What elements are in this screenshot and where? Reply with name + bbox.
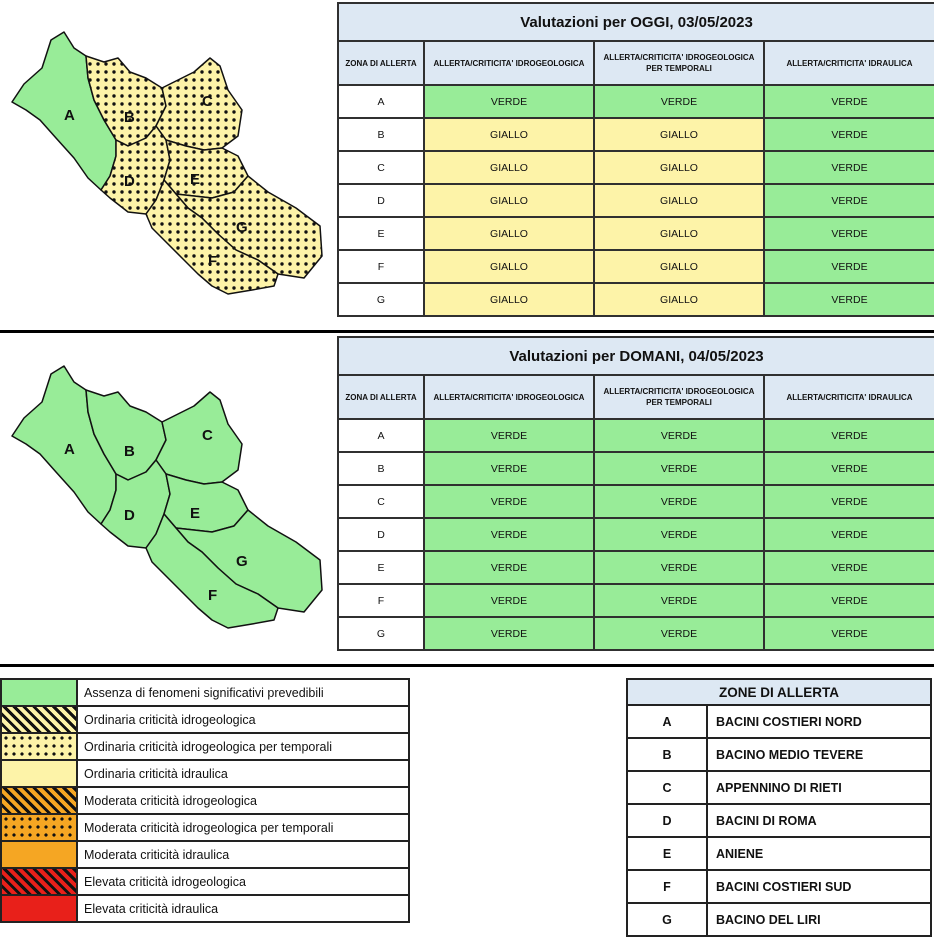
map-label-a: A: [64, 107, 75, 124]
alert-row: [338, 283, 934, 316]
legend-swatch: [1, 841, 77, 868]
zone-row: [627, 837, 931, 870]
section-divider: [0, 330, 934, 333]
lazio-map-today: [6, 28, 328, 298]
map-label-a: A: [64, 441, 75, 458]
alert-row: [338, 217, 934, 250]
status-cell-idro: VERDE: [424, 452, 594, 485]
status-cell-temporali: VERDE: [594, 452, 764, 485]
zone-letter: C: [627, 771, 707, 804]
legend-label: Ordinaria criticità idrogeologica per temporali: [77, 733, 409, 760]
status-cell-temporali: VERDE: [594, 617, 764, 650]
zones-title: ZONE DI ALLERTA: [627, 679, 931, 705]
status-cell-temporali: GIALLO: [594, 151, 764, 184]
zone-cell: B: [338, 452, 424, 485]
zone-letter: G: [627, 903, 707, 936]
legend-label: Ordinaria criticità idraulica: [77, 760, 409, 787]
status-cell-idraulica: VERDE: [764, 551, 934, 584]
legend-swatch: [1, 706, 77, 733]
status-cell-idro: VERDE: [424, 584, 594, 617]
map-label-b: B: [124, 443, 135, 460]
zone-cell: E: [338, 217, 424, 250]
status-cell-idro: VERDE: [424, 617, 594, 650]
legend-label: Elevata criticità idrogeologica: [77, 868, 409, 895]
legend-swatch: [1, 733, 77, 760]
zone-row: [627, 903, 931, 936]
zone-cell: D: [338, 518, 424, 551]
alert-row: [338, 617, 934, 650]
map-zone-c: [156, 58, 242, 150]
status-cell-idro: GIALLO: [424, 217, 594, 250]
zone-name: BACINI COSTIERI NORD: [707, 705, 931, 738]
status-cell-temporali: GIALLO: [594, 184, 764, 217]
alert-row: [338, 452, 934, 485]
col-idrogeologica: ALLERTA/CRITICITA' IDROGEOLOGICA: [424, 41, 594, 85]
status-cell-temporali: VERDE: [594, 518, 764, 551]
zone-cell: C: [338, 485, 424, 518]
status-cell-idraulica: VERDE: [764, 217, 934, 250]
zone-name: BACINI DI ROMA: [707, 804, 931, 837]
map-label-c: C: [202, 93, 213, 110]
today-alert-table: [337, 2, 934, 317]
status-cell-idro: VERDE: [424, 518, 594, 551]
alert-row: [338, 151, 934, 184]
legend-swatch: [1, 679, 77, 706]
alert-row: [338, 250, 934, 283]
legend-row: [1, 814, 409, 841]
legend-row: [1, 868, 409, 895]
status-cell-idraulica: VERDE: [764, 485, 934, 518]
zone-row: [627, 705, 931, 738]
status-cell-temporali: GIALLO: [594, 250, 764, 283]
map-zone-c: [156, 392, 242, 484]
status-cell-idraulica: VERDE: [764, 584, 934, 617]
zone-name: APPENNINO DI RIETI: [707, 771, 931, 804]
status-cell-idraulica: VERDE: [764, 283, 934, 316]
col-idraulica: ALLERTA/CRITICITA' IDRAULICA: [764, 41, 934, 85]
legend-row: [1, 706, 409, 733]
status-cell-idraulica: VERDE: [764, 518, 934, 551]
alert-row: [338, 85, 934, 118]
status-cell-idro: VERDE: [424, 85, 594, 118]
col-temporali: ALLERTA/CRITICITA' IDROGEOLOGICA PER TEMPORALI: [594, 41, 764, 85]
status-cell-idro: GIALLO: [424, 250, 594, 283]
today-section: [0, 0, 934, 330]
zone-cell: F: [338, 250, 424, 283]
alert-row: [338, 584, 934, 617]
zone-letter: A: [627, 705, 707, 738]
zone-cell: D: [338, 184, 424, 217]
status-cell-idro: VERDE: [424, 419, 594, 452]
legend-swatch: [1, 814, 77, 841]
col-zona: ZONA DI ALLERTA: [338, 41, 424, 85]
status-cell-idraulica: VERDE: [764, 85, 934, 118]
legend-swatch: [1, 760, 77, 787]
map-label-f: F: [208, 587, 218, 604]
status-cell-temporali: VERDE: [594, 584, 764, 617]
zone-letter: E: [627, 837, 707, 870]
zone-cell: G: [338, 283, 424, 316]
col-idraulica: ALLERTA/CRITICITA' IDRAULICA: [764, 375, 934, 419]
legend-label: Moderata criticità idrogeologica per temporali: [77, 814, 409, 841]
tomorrow-section: [0, 334, 934, 664]
legend-swatch: [1, 868, 77, 895]
today-title: Valutazioni per OGGI, 03/05/2023: [338, 3, 934, 41]
status-cell-temporali: VERDE: [594, 419, 764, 452]
zone-letter: F: [627, 870, 707, 903]
zone-name: ANIENE: [707, 837, 931, 870]
map-label-b: B: [124, 109, 135, 126]
section-divider: [0, 664, 934, 667]
zone-row: [627, 771, 931, 804]
status-cell-temporali: VERDE: [594, 485, 764, 518]
map-label-e: E: [190, 171, 201, 188]
map-label-e: E: [190, 505, 201, 522]
status-cell-temporali: VERDE: [594, 551, 764, 584]
map-label-g: G: [236, 553, 248, 570]
status-cell-temporali: VERDE: [594, 85, 764, 118]
zone-cell: F: [338, 584, 424, 617]
status-cell-idraulica: VERDE: [764, 452, 934, 485]
status-cell-idro: GIALLO: [424, 118, 594, 151]
zone-letter: D: [627, 804, 707, 837]
lazio-map-tomorrow: [6, 362, 328, 632]
status-cell-temporali: GIALLO: [594, 118, 764, 151]
col-idrogeologica: ALLERTA/CRITICITA' IDROGEOLOGICA: [424, 375, 594, 419]
alert-row: [338, 118, 934, 151]
map-label-f: F: [208, 253, 218, 270]
col-temporali: ALLERTA/CRITICITA' IDROGEOLOGICA PER TEMPORALI: [594, 375, 764, 419]
map-label-d: D: [124, 173, 135, 190]
legend-row: [1, 787, 409, 814]
status-cell-idraulica: VERDE: [764, 419, 934, 452]
tomorrow-alert-table: [337, 336, 934, 651]
legend-label: Moderata criticità idraulica: [77, 841, 409, 868]
legend-row: [1, 679, 409, 706]
status-cell-idraulica: VERDE: [764, 184, 934, 217]
status-cell-temporali: GIALLO: [594, 217, 764, 250]
status-cell-idro: GIALLO: [424, 184, 594, 217]
legend-label: Ordinaria criticità idrogeologica: [77, 706, 409, 733]
alert-row: [338, 419, 934, 452]
legend-row: [1, 760, 409, 787]
col-zona: ZONA DI ALLERTA: [338, 375, 424, 419]
zone-row: [627, 870, 931, 903]
status-cell-idro: VERDE: [424, 485, 594, 518]
legend-swatch: [1, 895, 77, 922]
map-label-d: D: [124, 507, 135, 524]
alert-row: [338, 184, 934, 217]
legend-label: Assenza di fenomeni significativi prevedibili: [77, 679, 409, 706]
legend-label: Moderata criticità idrogeologica: [77, 787, 409, 814]
zones-table: [626, 678, 932, 937]
status-cell-idro: GIALLO: [424, 283, 594, 316]
zone-row: [627, 804, 931, 837]
status-cell-idraulica: VERDE: [764, 151, 934, 184]
map-label-g: G: [236, 219, 248, 236]
alert-row: [338, 551, 934, 584]
legend-label: Elevata criticità idraulica: [77, 895, 409, 922]
legend-swatch: [1, 787, 77, 814]
map-label-c: C: [202, 427, 213, 444]
zone-name: BACINO MEDIO TEVERE: [707, 738, 931, 771]
zone-cell: C: [338, 151, 424, 184]
alert-row: [338, 485, 934, 518]
zone-row: [627, 738, 931, 771]
zone-cell: G: [338, 617, 424, 650]
legend-row: [1, 895, 409, 922]
alert-row: [338, 518, 934, 551]
status-cell-idraulica: VERDE: [764, 617, 934, 650]
status-cell-idraulica: VERDE: [764, 250, 934, 283]
status-cell-idraulica: VERDE: [764, 118, 934, 151]
zone-name: BACINO DEL LIRI: [707, 903, 931, 936]
status-cell-idro: VERDE: [424, 551, 594, 584]
zone-cell: B: [338, 118, 424, 151]
zone-cell: A: [338, 85, 424, 118]
zone-cell: A: [338, 419, 424, 452]
status-cell-temporali: GIALLO: [594, 283, 764, 316]
status-cell-idro: GIALLO: [424, 151, 594, 184]
legend-row: [1, 841, 409, 868]
tomorrow-title: Valutazioni per DOMANI, 04/05/2023: [338, 337, 934, 375]
zone-name: BACINI COSTIERI SUD: [707, 870, 931, 903]
zone-cell: E: [338, 551, 424, 584]
zone-letter: B: [627, 738, 707, 771]
legend-row: [1, 733, 409, 760]
legend-table: [0, 678, 410, 923]
